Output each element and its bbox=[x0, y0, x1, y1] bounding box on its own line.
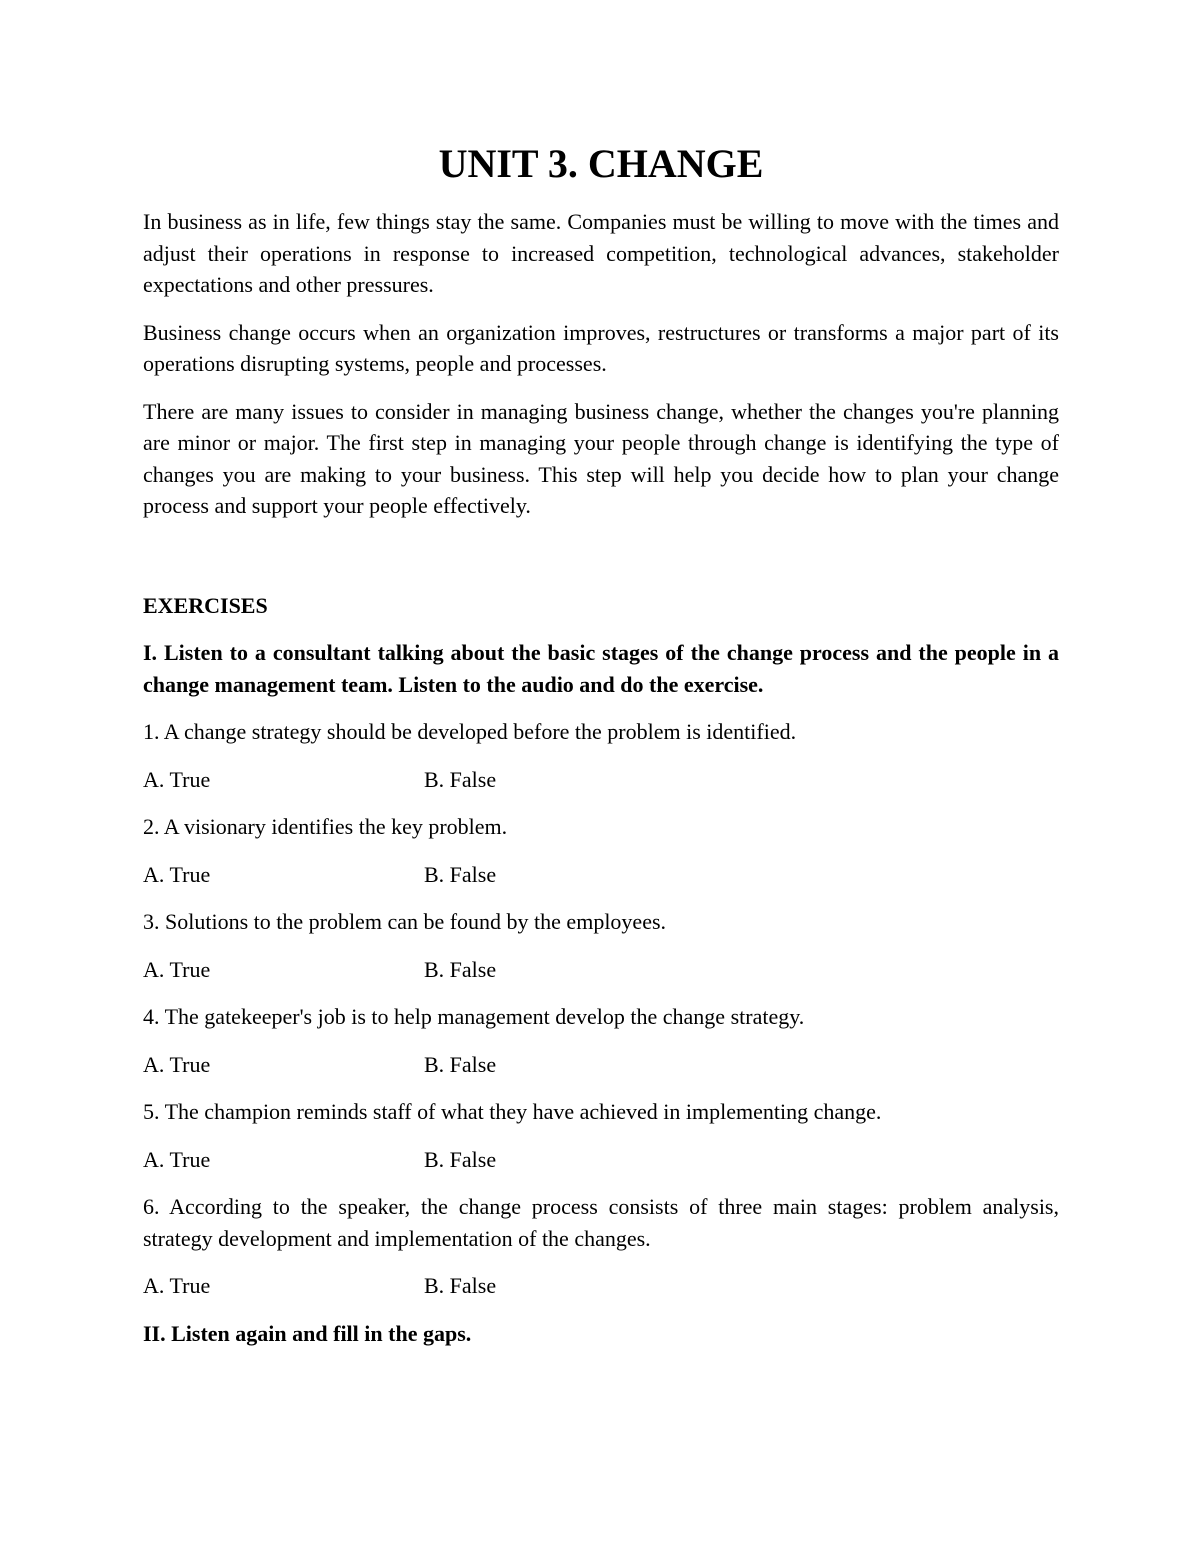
question-5-options bbox=[143, 1144, 1059, 1176]
question-3-options bbox=[143, 954, 1059, 986]
question-3: 3. Solutions to the problem can be found by the employees. bbox=[143, 909, 667, 934]
option-false: B. False bbox=[424, 766, 497, 792]
page-title: UNIT 3. CHANGE bbox=[438, 141, 764, 186]
option-true: A. True bbox=[143, 1273, 211, 1298]
intro-paragraph-1: In business as in life, few things stay the same. Companies must be willing to move with the times and adjust their operations in response to increased competition, technological advances, stakeholder expectations and other pressures. bbox=[143, 209, 1059, 297]
intro-paragraph-2: Business change occurs when an organization improves, restructures or transforms a major part of its operations disrupting systems, people and processes. bbox=[143, 319, 1059, 376]
question-4-options bbox=[143, 1049, 1059, 1081]
question-5: 5. The champion reminds staff of what they have achieved in implementing change. bbox=[143, 1099, 882, 1124]
option-true: A. True bbox=[143, 861, 211, 887]
document-page bbox=[143, 140, 1059, 1365]
question-1: 1. A change strategy should be developed before the problem is identified. bbox=[143, 719, 797, 744]
question-4: 4. The gatekeeper's job is to help management develop the change strategy. bbox=[143, 1004, 805, 1029]
option-true: A. True bbox=[143, 956, 211, 982]
exercise-1-instruction: I. Listen to a consultant talking about the basic stages of the change process and the people in a change management team. Listen to the audio and do the exercise. bbox=[143, 640, 1059, 697]
intro-paragraph-3: There are many issues to consider in managing business change, whether the changes you're planning are minor or major. The first step in managing your people through change is identifying the type of changes you are making to your business. This step will help you decide how to plan your change process and support your people effectively. bbox=[143, 398, 1059, 518]
question-2: 2. A visionary identifies the key problem. bbox=[143, 814, 508, 839]
option-true: A. True bbox=[143, 1146, 211, 1172]
question-6: 6. According to the speaker, the change process consists of three main stages: problem analysis, strategy development and implementation of the changes. bbox=[143, 1194, 1059, 1251]
exercises-heading: EXERCISES bbox=[143, 592, 268, 618]
exercise-2-instruction: II. Listen again and fill in the gaps. bbox=[143, 1320, 472, 1346]
option-true: A. True bbox=[143, 766, 211, 792]
question-6-options bbox=[143, 1270, 1059, 1302]
option-false: B. False bbox=[424, 861, 497, 887]
question-1-options bbox=[143, 764, 1059, 796]
option-false: B. False bbox=[424, 1051, 497, 1077]
option-true: A. True bbox=[143, 1051, 211, 1077]
question-2-options bbox=[143, 859, 1059, 891]
option-false: B. False bbox=[424, 1273, 497, 1298]
option-false: B. False bbox=[424, 1146, 497, 1172]
option-false: B. False bbox=[424, 956, 497, 982]
